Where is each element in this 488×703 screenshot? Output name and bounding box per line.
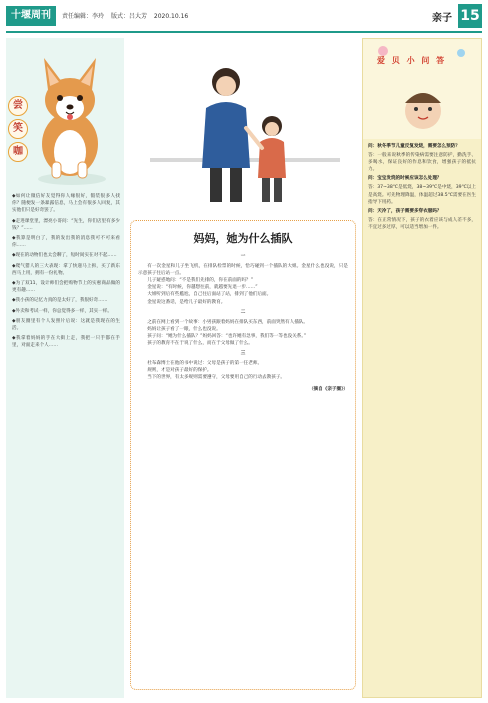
jokes-column (6, 38, 124, 698)
article-paragraph: 有一次金星和儿子坐飞机，在排队检票的时候，恰巧碰到一个插队的大姐。金星什么也没说，只是示意孩子往后站一点。 (138, 264, 348, 277)
answer: 答：37~38℃是低烧，38~39℃是中烧，39℃以上是高烧。可先物理降温，体温超过38.5℃需要在医生指导下用药。 (368, 185, 476, 205)
article-paragraph: 规则，才是对孩子最好的保护。 (147, 368, 212, 374)
editor: 责任编辑：李玲 (62, 13, 105, 20)
answer: 答：在正常情况下，孩子的衣着应该与成人差不多，不宜过多过厚，可以适当增加一件。 (368, 217, 476, 230)
article-body (138, 250, 348, 393)
title-char: 笑 (8, 119, 28, 139)
section-name: 亲子 (432, 12, 452, 24)
joke-item: ◆我小孩的记忆力真的是太好了，我很好奇…… (12, 298, 108, 304)
article-paragraph: 当下的世界，有太多规则需要遵守，父母要用自己的行动去教孩子。 (147, 375, 286, 381)
question: 问：秋冬季节儿童反复发烧，需要怎么预防？ (368, 144, 460, 149)
article-paragraph: 之前在网上看到一个故事：小男孩跟着妈妈在排队买东西，前面突然有人插队。 (147, 319, 308, 325)
header-meta (62, 11, 193, 20)
masthead: 十堰周刊 (6, 6, 56, 26)
article-paragraph: 金星说这番话，是给儿子最好的教育。 (147, 299, 226, 305)
title-char: 尝 (8, 96, 28, 116)
article-paragraph: 孩子问：“她为什么插队？”妈妈回答：“也许她有急事，我们等一等也没关系。” (147, 333, 307, 339)
layout-designer: 版式：吕大芳 (110, 13, 147, 20)
column-vertical-title (8, 96, 30, 165)
article-paragraph: 大姐听到后有些尴尬，自己往后面站了站，排到了他们后面。 (147, 292, 272, 298)
qa-banner (363, 39, 481, 139)
joke-item: ◆外卖和考试一样，你总觉得多一样，其实一样。 (12, 308, 113, 314)
joke-item: ◆爬气猎人的三大表现：拿了快递马上拆，买了新东西马上用，拥有一份礼物。 (12, 263, 120, 276)
article-paragraph: 孩子的教育不在于说了什么，而在于父母做了什么。 (147, 341, 253, 347)
article-column (130, 38, 356, 698)
joke-item: ◆现在的动物们也太会聊了，短时间实在对不起…… (12, 253, 117, 259)
qa-banner-title: 爱 贝 小 问 答 (377, 56, 447, 65)
section-heading: 一 (240, 254, 246, 259)
title-char: 咖 (8, 142, 28, 162)
header-right (432, 4, 482, 28)
publish-date: 2020.10.16 (153, 13, 189, 20)
question: 问：天冷了，孩子需要多穿衣服吗？ (368, 208, 442, 214)
section-heading: 三 (240, 351, 246, 357)
article-paragraph: 杜布森博士在他的书中说过：父母是孩子的第一任老师。 (147, 361, 263, 367)
joke-item: ◆如何让微信好友觉得你人缘很好，假装很多人找你？随便发一条暴露信息，马上会有很多人回复，其实他们只是好奇罢了。 (12, 194, 120, 214)
joke-item: ◆为了双11，设计师们会把购物节上的实惠商品做的更有趣…… (12, 281, 120, 294)
joke-item: ◆我算是明白了，我的发出我的消息我可不可来看你…… (12, 236, 120, 249)
jokes-text (12, 193, 120, 353)
article-source: （摘自《亲子圈》） (308, 386, 348, 392)
joke-item: ◆朋友圈里有个人发照片后说：这就是我现在的生活。 (12, 318, 120, 332)
header-rule (6, 31, 482, 33)
article-paragraph: 妈妈让孩子看了一眼，什么也没说。 (147, 326, 221, 332)
article-paragraph: 金星说：“有时候，你越想往前，就越要先退一步……” (147, 285, 258, 291)
joke-item: ◆我拿着妈妈的手在大街上走，我把一只手都在手里，对面走来个人…… (12, 336, 120, 349)
joke-item: ◆走进课堂里，漂亮小哥问：“先生，你们店里有多少钱？”…… (12, 218, 120, 231)
article-paragraph: 儿子疑惑地问：“不是我们先排的，你在前面的吗？” (147, 278, 254, 284)
question: 问：宝宝发烧的时候应该怎么处理？ (368, 176, 442, 182)
qa-column (362, 38, 482, 698)
baby-illustration-icon (363, 39, 481, 139)
article-title: 妈妈，她为什么插队 (193, 232, 293, 245)
queue-photo-icon (130, 38, 356, 214)
page-number: 15 (458, 4, 482, 28)
page-header (0, 0, 488, 34)
qa-text (368, 143, 476, 233)
section-heading: 二 (240, 309, 246, 315)
answer: 答：一般来说秋季的传染病需要注意防护，勤洗手、多喝水，保证良好的作息和饮食，增强孩子的抵抗力。 (368, 153, 476, 173)
photo-illustration (130, 38, 356, 214)
